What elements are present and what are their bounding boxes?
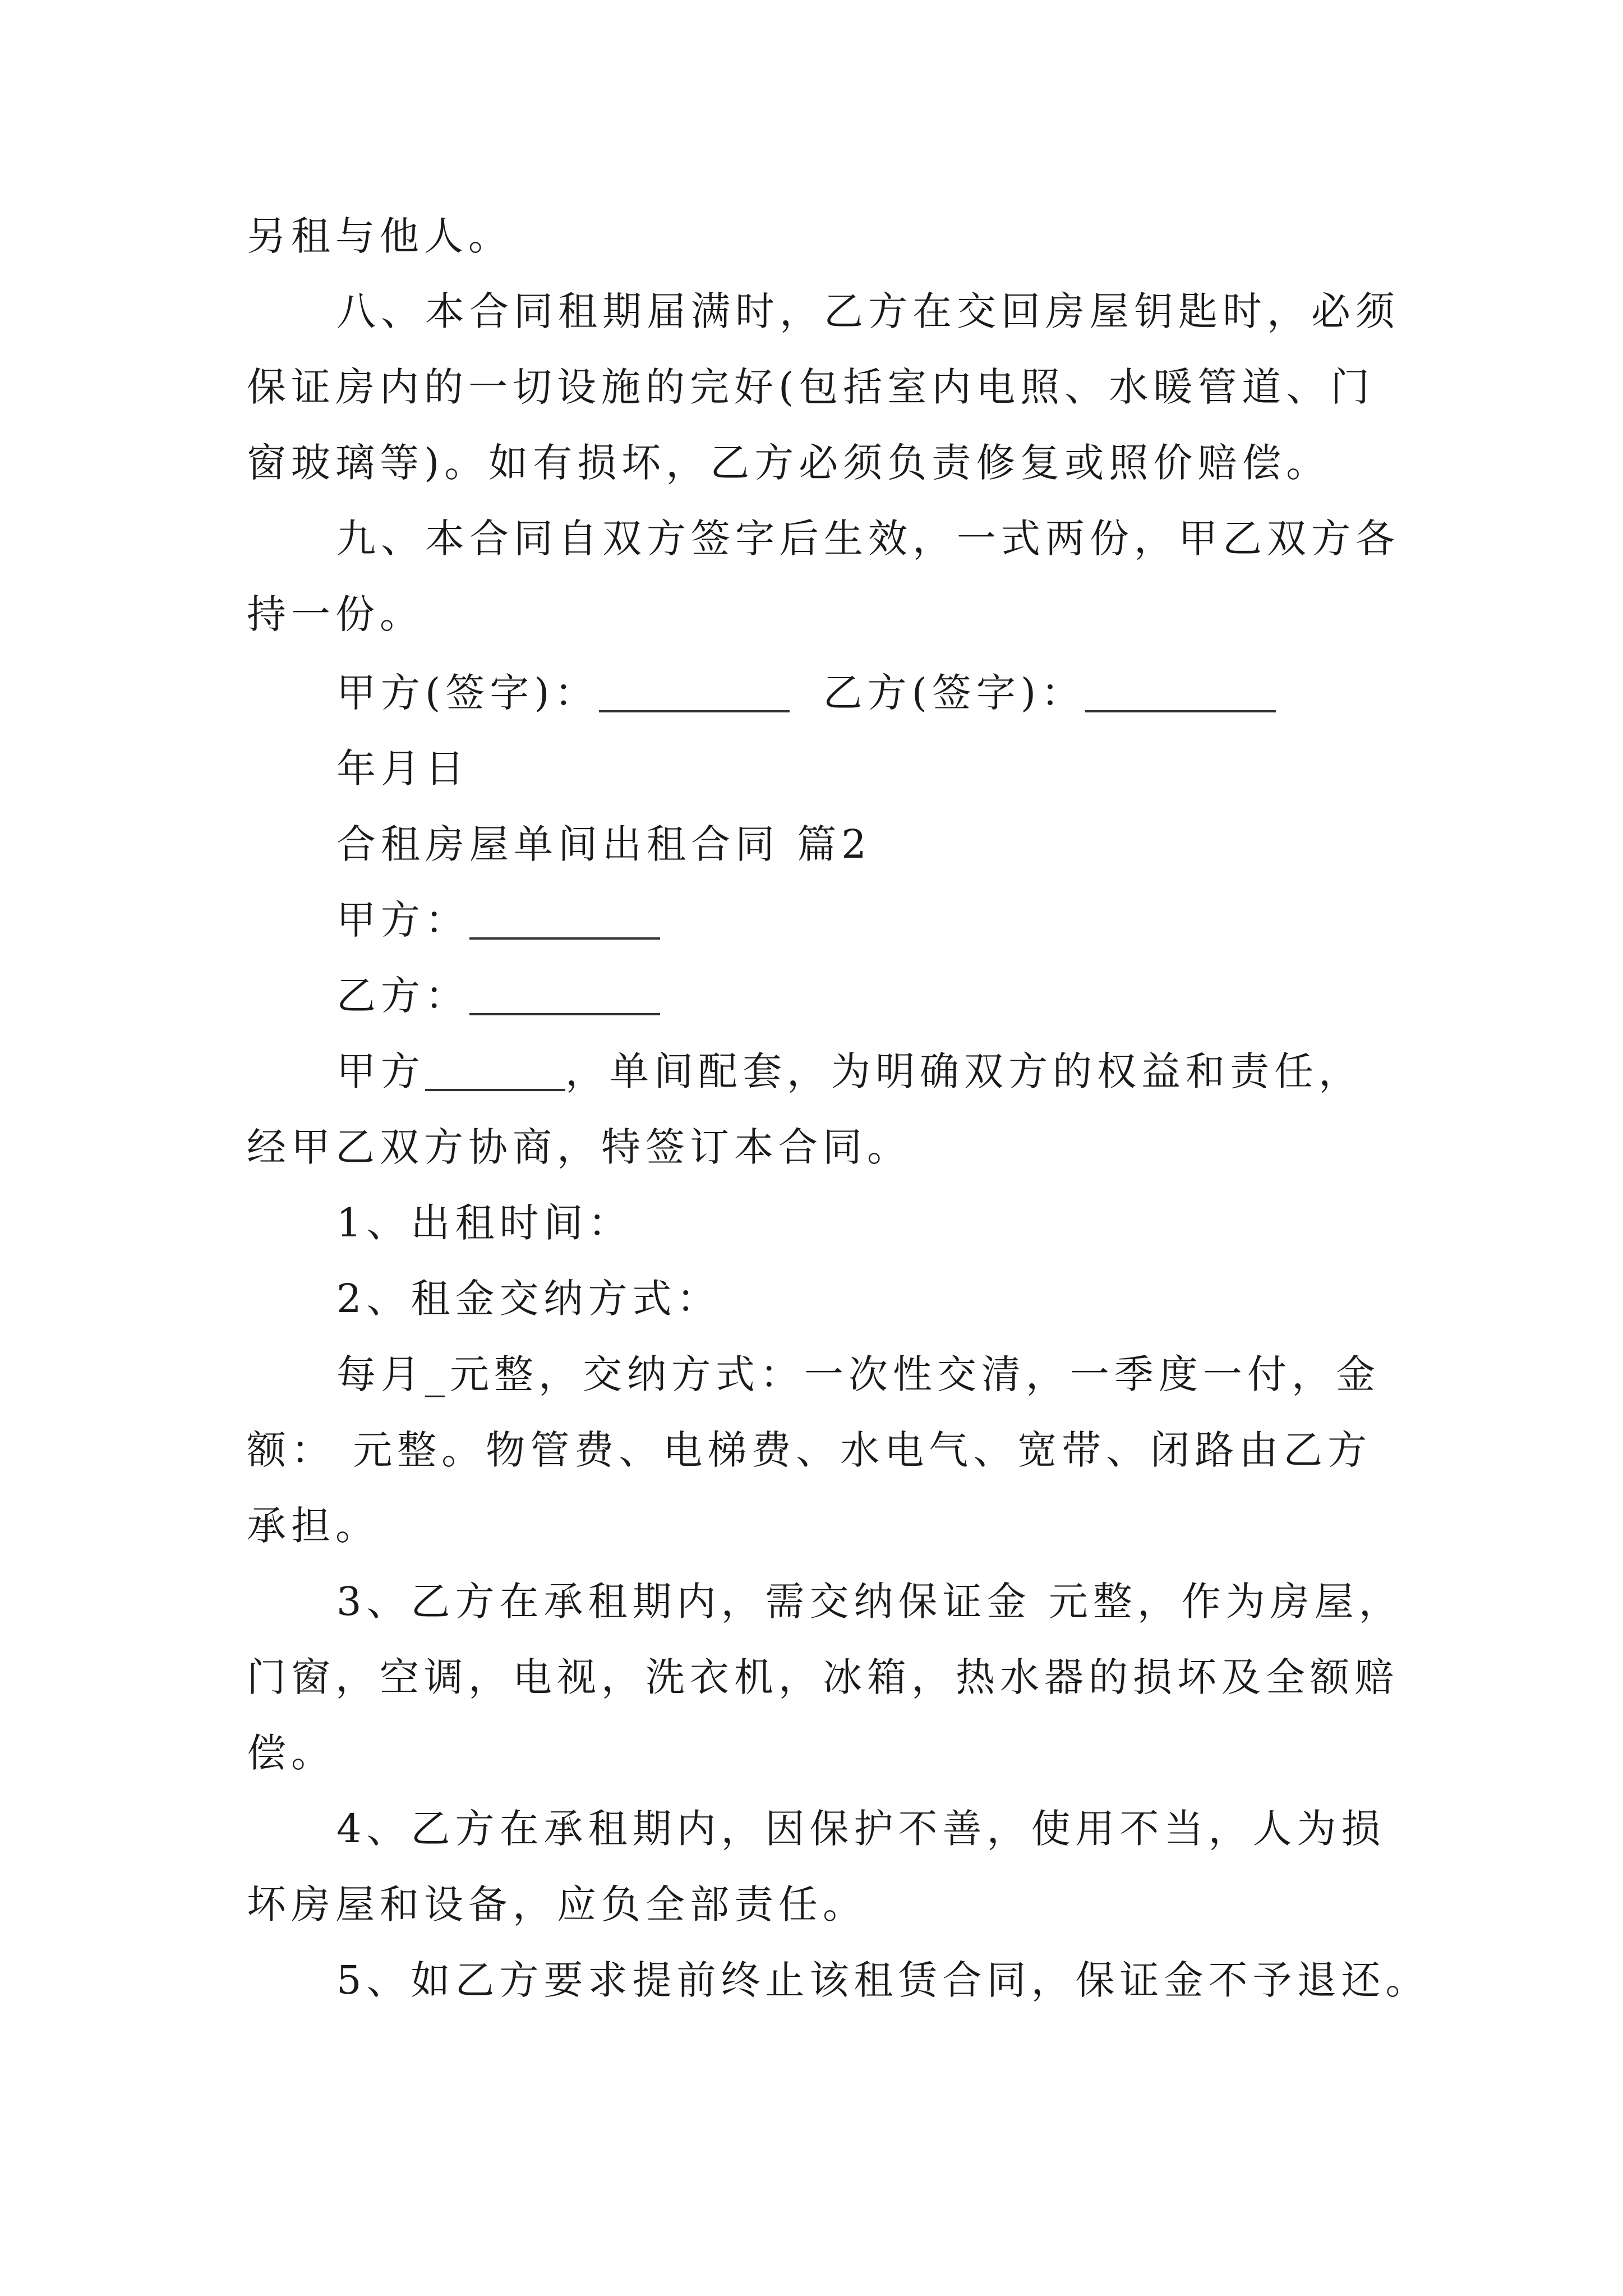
party-a-signature-label: 甲方(签字)： bbox=[336, 670, 599, 716]
body-line: 保证房内的一切设施的完好(包括室内电照、水暖管道、门 bbox=[247, 364, 1375, 410]
intro-line-2: 经甲乙双方协商，特签订本合同。 bbox=[247, 1124, 911, 1170]
party-b-signature-label: 乙方(签字)： bbox=[823, 670, 1086, 716]
clause-line: 2、租金交纳方式： bbox=[336, 1276, 721, 1322]
clause-line: 偿。 bbox=[247, 1730, 335, 1776]
party-a-row bbox=[336, 897, 660, 943]
party-b-signature-blank bbox=[1085, 678, 1276, 712]
section-title: 合租房屋单间出租合同 篇2 bbox=[336, 821, 872, 867]
date-line: 年月日 bbox=[336, 746, 469, 792]
clause-line: 3、乙方在承租期内，需交纳保证金 元整，作为房屋， bbox=[336, 1579, 1403, 1625]
clause-line: 4、乙方在承租期内，因保护不善，使用不当，人为损 bbox=[336, 1806, 1386, 1852]
signature-row bbox=[336, 670, 1276, 716]
clause-line: 5、如乙方要求提前终止该租赁合同，保证金不予退还。 bbox=[336, 1957, 1430, 2003]
clause-line: 每月_元整，交纳方式：一次性交清，一季度一付，金 bbox=[336, 1351, 1380, 1397]
clause-line: 坏房屋和设备，应负全部责任。 bbox=[247, 1881, 867, 1927]
clause-line: 承担。 bbox=[247, 1503, 380, 1549]
intro-line bbox=[336, 1048, 1363, 1094]
clause-line: 门窗，空调，电视，洗衣机，冰箱，热水器的损坏及全额赔 bbox=[247, 1654, 1399, 1700]
party-b-blank bbox=[469, 981, 660, 1015]
party-a-blank bbox=[469, 905, 660, 940]
party-a-signature-blank bbox=[599, 678, 790, 712]
intro-suffix: ，单间配套，为明确双方的权益和责任， bbox=[565, 1048, 1363, 1094]
party-b-row bbox=[336, 973, 660, 1019]
clause-nine-line: 九、本合同自双方签字后生效，一式两份，甲乙双方各 bbox=[336, 516, 1400, 562]
intro-prefix: 甲方 bbox=[336, 1048, 425, 1094]
body-line: 窗玻璃等)。如有损坏，乙方必须负责修复或照价赔偿。 bbox=[247, 440, 1331, 486]
clause-eight-line: 八、本合同租期届满时，乙方在交回房屋钥匙时，必须 bbox=[336, 288, 1400, 334]
intro-blank bbox=[425, 1056, 565, 1091]
clause-line: 额： 元整。物管费、电梯费、水电气、宽带、闭路由乙方 bbox=[247, 1427, 1372, 1473]
body-line: 另租与他人。 bbox=[247, 213, 513, 259]
clause-line: 1、出租时间： bbox=[336, 1200, 633, 1246]
party-a-label: 甲方： bbox=[336, 897, 469, 943]
body-line: 持一份。 bbox=[247, 591, 424, 637]
party-b-label: 乙方： bbox=[336, 973, 469, 1019]
